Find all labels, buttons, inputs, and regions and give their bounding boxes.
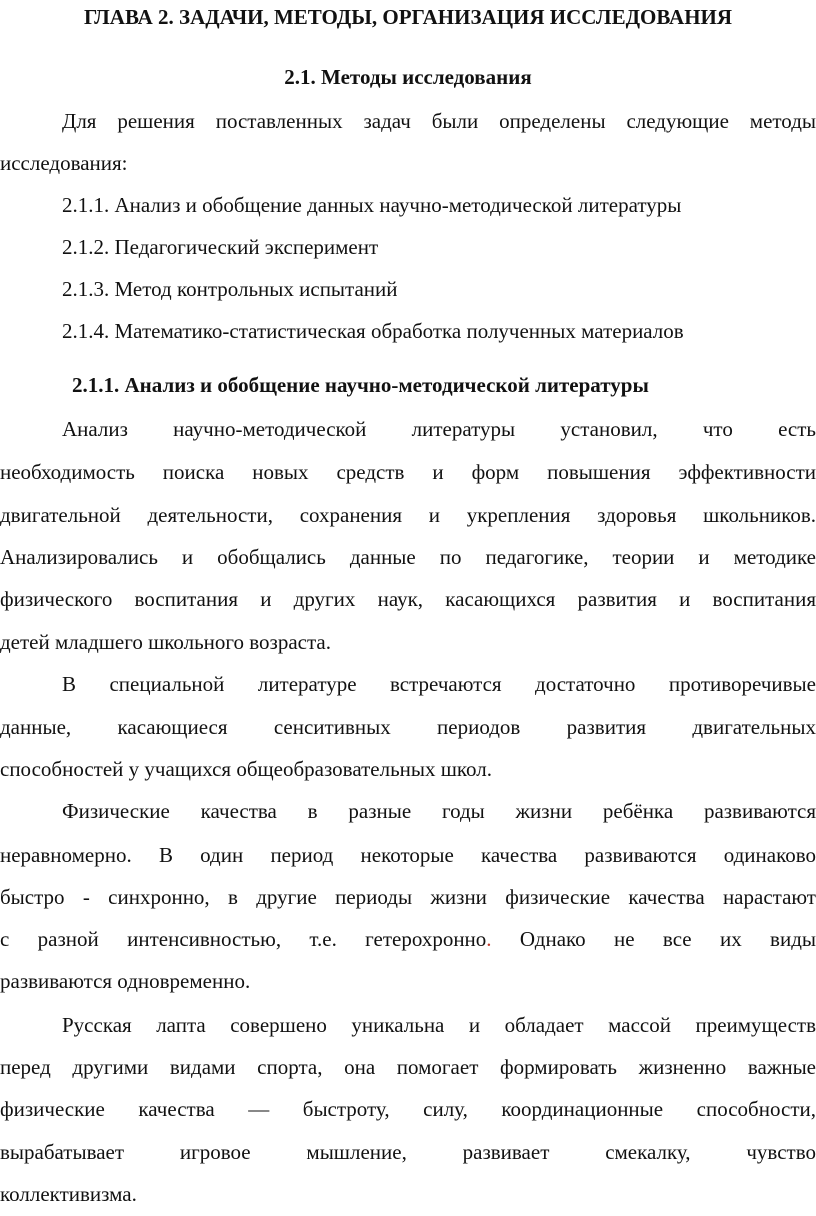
paragraph1-line-4: Анализировались и обобщались данные по педагогике, теории и методике (0, 545, 816, 569)
subsection-title: 2.1.1. Анализ и обобщение научно-методической литературы (72, 373, 649, 397)
method-item-1: 2.1.1. Анализ и обобщение данных научно-методической литературы (62, 193, 682, 217)
section-title: 2.1. Методы исследования (284, 65, 532, 89)
paragraph3-line-3: быстро - синхронно, в другие периоды жизни физические качества нарастают (0, 885, 816, 909)
paragraph3-line-2: неравномерно. В один период некоторые качества развиваются одинаково (0, 843, 816, 867)
paragraph3-line-4 (0, 929, 816, 950)
paragraph4-line-1: Русская лапта совершено уникальна и обладает массой преимуществ (62, 1013, 816, 1037)
paragraph2-line-3: способностей у учащихся общеобразовательных школ. (0, 757, 493, 781)
paragraph1-line-2: необходимость поиска новых средств и форм повышения эффективности (0, 460, 816, 484)
paragraph1-line-5: физического воспитания и других наук, касающихся развития и воспитания (0, 587, 816, 611)
paragraph4-line-4: вырабатывает игровое мышление, развивает смекалку, чувство (0, 1140, 816, 1164)
paragraph4-line-5: коллективизма. (0, 1182, 137, 1206)
paragraph1-line-6: детей младшего школьного возраста. (0, 630, 331, 654)
paragraph3-line-4-start: с разной интенсивностью, т.е. гетерохронно (0, 927, 487, 951)
method-item-3: 2.1.3. Метод контрольных испытаний (62, 277, 398, 301)
paragraph2-line-2: данные, касающиеся сенситивных периодов развития двигательных (0, 715, 816, 739)
paragraph1-line-3: двигательной деятельности, сохранения и укрепления здоровья школьников. (0, 503, 816, 527)
paragraph3-line-5: развиваются одновременно. (0, 969, 251, 993)
intro-line-1: Для решения поставленных задач были определены следующие методы (62, 109, 816, 133)
paragraph3-line-1: Физические качества в разные годы жизни ребёнка развиваются (62, 799, 816, 823)
method-item-4: 2.1.4. Математико-статистическая обработка полученных материалов (62, 319, 684, 343)
paragraph1-line-1: Анализ научно-методической литературы установил, что есть (62, 417, 816, 441)
paragraph4-line-2: перед другими видами спорта, она помогает формировать жизненно важные (0, 1055, 816, 1079)
chapter-title: ГЛАВА 2. ЗАДАЧИ, МЕТОДЫ, ОРГАНИЗАЦИЯ ИССЛЕДОВАНИЯ (83, 5, 733, 29)
paragraph3-line-4-end: Однако не все их виды (491, 927, 816, 951)
paragraph3-red-dot: . (486, 927, 492, 951)
intro-line-2: исследования: (0, 151, 128, 175)
method-item-2: 2.1.2. Педагогический эксперимент (62, 235, 379, 259)
paragraph2-line-1: В специальной литературе встречаются достаточно противоречивые (62, 672, 816, 696)
paragraph4-line-3: физические качества — быстроту, силу, координационные способности, (0, 1097, 816, 1121)
